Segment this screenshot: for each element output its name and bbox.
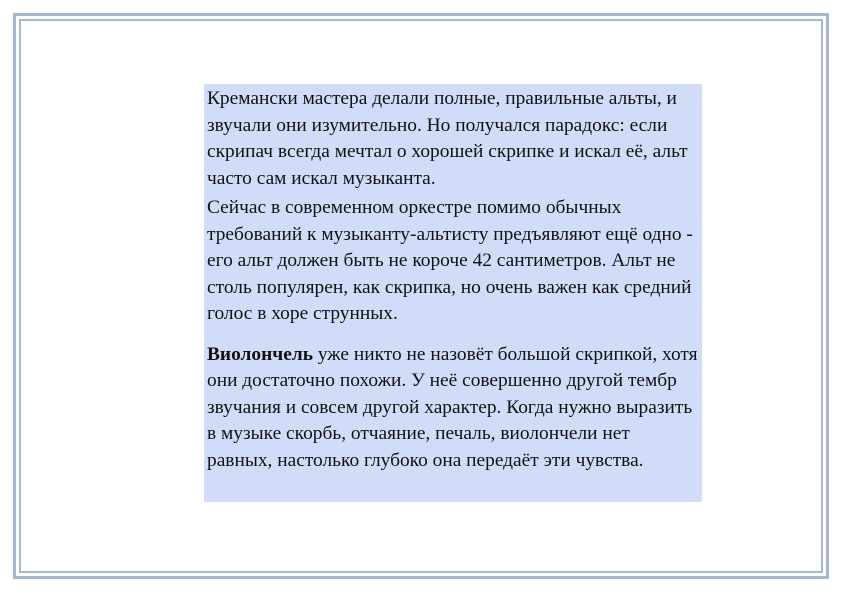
cello-term: Виолончель [207,343,313,365]
paragraph-viola-history: Кремански мастера делали полные, правильные альты, и звучали они изумительно. Но получался парадокс: если скрипач всегда мечтал о хорошей скрипке и искал её, альт часто сам искал музыканта. [207,88,688,189]
paragraph-viola-modern: Сейчас в современном оркестре помимо обычных требований к музыканту-альтисту предъявляют ещё одно - его альт должен быть не короче 42 сантиметров. Альт не столь популярен, как скрипка, но очень важен как средний голос в хоре струнных. [207,197,693,324]
cello-description: уже никто не назовёт большой скрипкой, хотя они достаточно похожи. У неё совершенно другой тембр звучания и совсем другой характер. Когда нужно выразить в музыке скорбь, отчаяние, печаль, виолончели нет равных, настолько глубоко она передаёт эти чувства. [207,343,698,471]
text-box[interactable] [204,84,702,502]
paragraph-cello [207,342,699,475]
